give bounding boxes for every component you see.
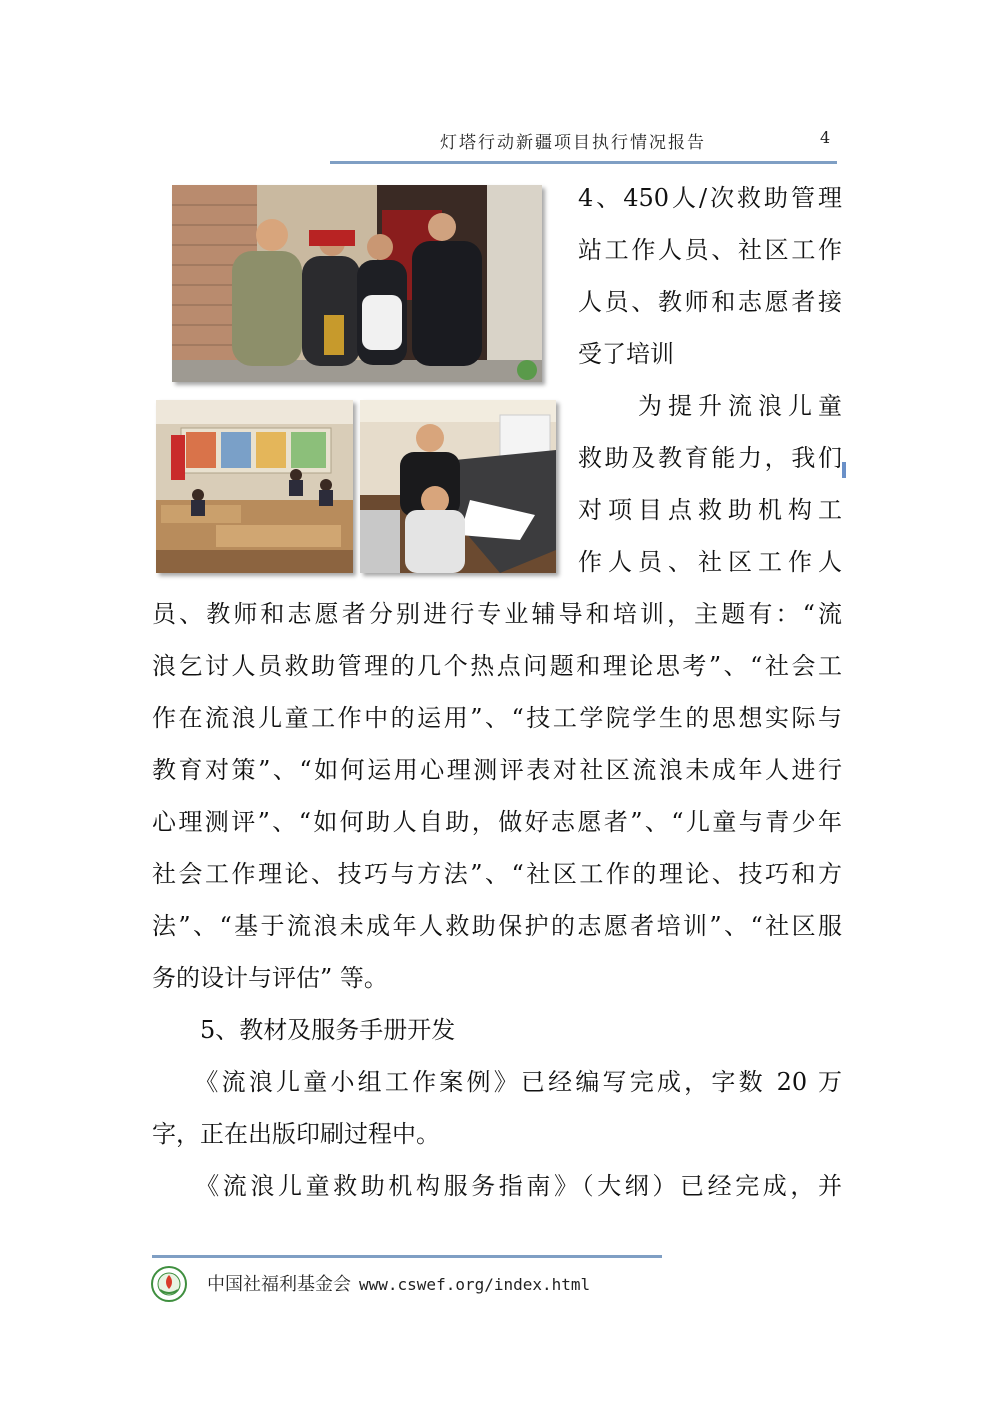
body-text-line: 社会工作理论、技巧与方法”、“社区工作的理论、技巧和方 [152,860,842,888]
body-text-line: 法”、“基于流浪未成年人救助保护的志愿者培训”、“社区服 [152,912,842,940]
footer-org-name: 中国社福利基金会 [207,1274,351,1295]
header-rule [330,161,837,164]
footer-text [207,1270,590,1296]
photo-classroom [156,400,353,573]
footer-url-link[interactable]: www.cswef.org/index.html [359,1275,591,1294]
side-text-line: 受了培训 [578,340,674,368]
body-text-line: 字，正在出版印刷过程中。 [152,1120,440,1148]
body-text-line: 作在流浪儿童工作中的运用”、“技工学院学生的思想实际与 [152,704,842,732]
side-text-line: 为提升流浪儿童 [578,392,842,420]
foundation-logo-icon [151,1266,187,1302]
header-title: 灯塔行动新疆项目执行情况报告 [440,133,706,153]
side-text-line: 对项目点救助机构工 [578,496,842,524]
body-text-line: 《流浪儿童救助机构服务指南》（大纲）已经完成，并 [152,1172,842,1200]
side-text-line: 站工作人员、社区工作 [578,236,842,264]
side-text-line: 作人员、社区工作人 [578,548,842,576]
photo-volunteers-handing-supplies [172,185,542,382]
body-text-line: 教育对策”、“如何运用心理测评表对社区流浪未成年人进行 [152,756,842,784]
body-text-line: 《流浪儿童小组工作案例》已经编写完成，字数 20 万 [152,1068,842,1096]
section-heading: 5、教材及服务手册开发 [152,1016,456,1044]
body-text-line: 心理测评”、“如何助人自助，做好志愿者”、“儿童与青少年 [152,808,842,836]
side-text-line: 人员、教师和志愿者接 [578,288,842,316]
footer-rule [152,1255,662,1258]
photo-tutoring [360,400,556,573]
body-text-line: 务的设计与评估” 等。 [152,964,388,992]
body-text-line: 员、教师和志愿者分别进行专业辅导和培训，主题有：“流 [152,600,842,628]
side-text-line: 4、450人/次救助管理 [578,184,842,212]
body-text-line: 浪乞讨人员救助管理的几个热点问题和理论思考”、“社会工 [152,652,842,680]
page-number: 4 [820,128,831,147]
side-text-line: 救助及教育能力，我们 [578,444,842,472]
margin-marker [842,462,846,478]
